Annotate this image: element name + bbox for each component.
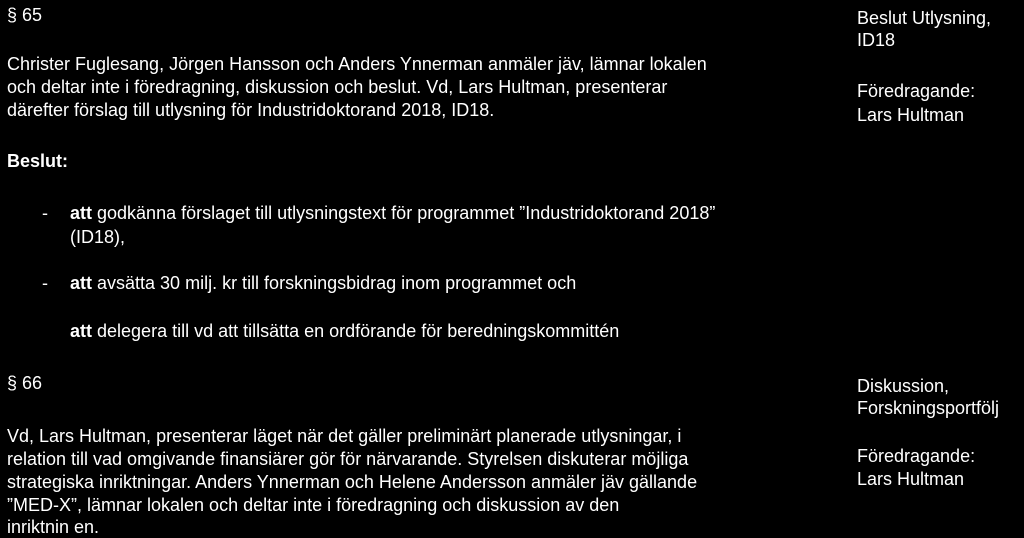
section-65-side-title-1: Beslut Utlysning,	[857, 8, 992, 28]
section-65-para-line: därefter förslag till utlysning för Industridoktorand 2018, ID18.	[7, 100, 495, 120]
section-66-para-line: ”MED-X”, lämnar lokalen och deltar inte i föredragning och diskussion av den	[7, 495, 620, 515]
section-66-heading: § 66	[7, 373, 43, 393]
section-66-side-title-2: Forskningsportfölj	[857, 398, 1000, 418]
section-66-para-line: relation till vad omgivande finansiärer gör för närvarande. Styrelsen diskuterar möjliga	[7, 449, 689, 469]
decision-label: Beslut:	[7, 151, 69, 171]
section-65-heading: § 65	[7, 5, 43, 25]
section-66-para-line: inriktnin en.	[7, 517, 100, 537]
att-keyword: att	[70, 321, 92, 341]
section-65-presenter-label: Föredragande:	[857, 81, 976, 101]
section-65-side-title-2: ID18	[857, 30, 896, 50]
decision-item-text: godkänna förslaget till utlysningstext för programmet ”Industridoktorand 2018”	[97, 203, 716, 223]
section-65-para-line: Christer Fuglesang, Jörgen Hansson och Anders Ynnerman anmäler jäv, lämnar lokalen	[7, 54, 707, 74]
decision-item-text: avsätta 30 milj. kr till forskningsbidrag inom programmet och	[97, 273, 577, 293]
section-66-presenter-name: Lars Hultman	[857, 469, 965, 489]
att-keyword: att	[70, 273, 92, 293]
section-66-para-line: strategiska inriktningar. Anders Ynnerman och Helene Andersson anmäler jäv gällande	[7, 472, 698, 492]
list-dash: -	[42, 203, 48, 223]
att-keyword: att	[70, 203, 92, 223]
section-65-presenter-name: Lars Hultman	[857, 105, 965, 125]
section-66-side-title-1: Diskussion,	[857, 376, 950, 396]
decision-item-3	[70, 320, 619, 342]
section-66-presenter-label: Föredragande:	[857, 446, 976, 466]
decision-item-continuation: (ID18),	[70, 227, 126, 247]
list-dash: -	[42, 273, 48, 293]
decision-item-text: delegera till vd att tillsätta en ordförande för beredningskommittén	[97, 321, 620, 341]
section-66-para-line: Vd, Lars Hultman, presenterar läget när det gäller preliminärt planerade utlysningar, i	[7, 426, 682, 446]
decision-item-2	[70, 272, 576, 294]
decision-item-1	[70, 202, 715, 224]
section-65-para-line: och deltar inte i föredragning, diskussion och beslut. Vd, Lars Hultman, presenterar	[7, 77, 668, 97]
